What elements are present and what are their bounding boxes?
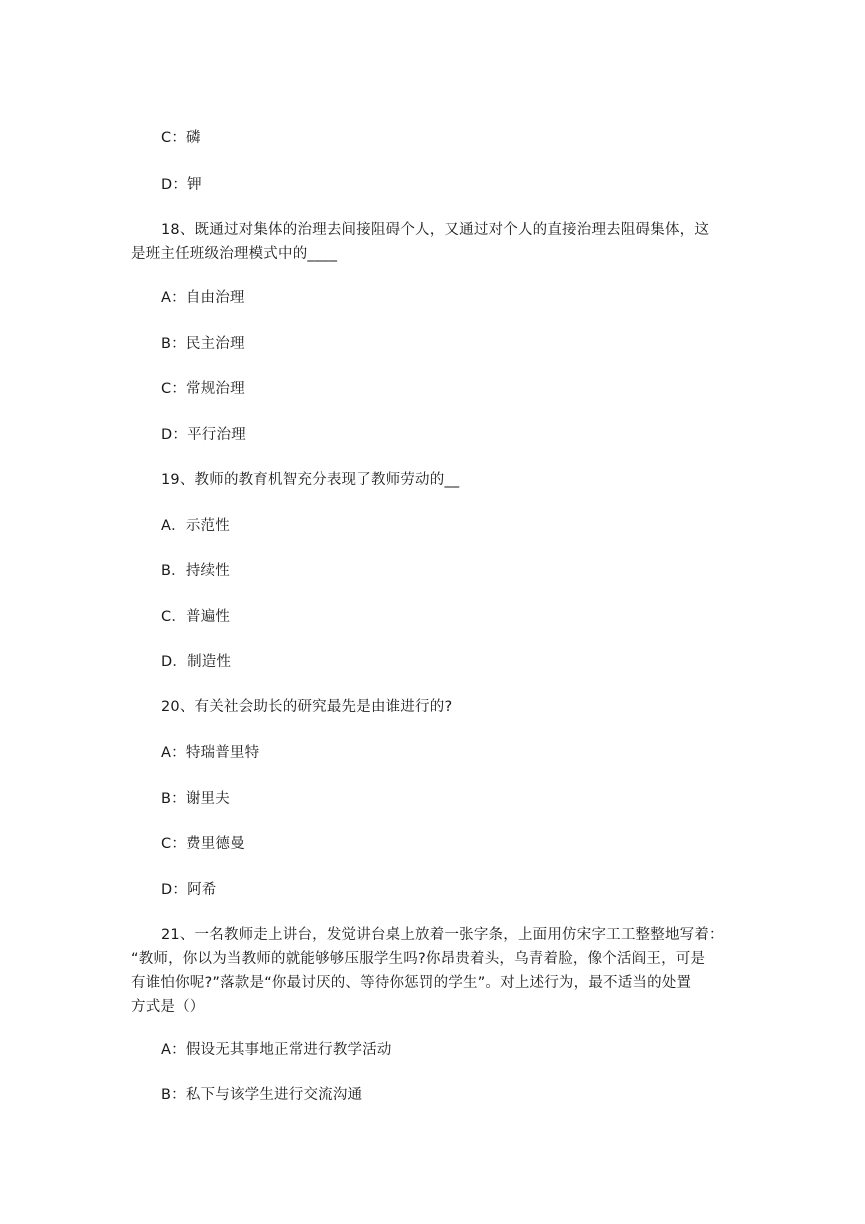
- option-20-c: C：费里德曼: [161, 836, 245, 852]
- option-21-a: A：假设无其事地正常进行教学活动: [161, 1042, 392, 1058]
- option-20-a: A：特瑞普里特: [161, 745, 260, 761]
- option-20-b: B：谢里夫: [161, 791, 230, 807]
- question-21-line-1: 21、一名教师走上讲台，发觉讲台桌上放着一张字条，上面用仿宋字工工整整地写着：: [161, 927, 724, 943]
- question-21-line-2: “教师，你以为当教师的就能够够压服学生吗?你昂贵着头，乌青着脸，像个活阎王，可是: [131, 951, 706, 967]
- question-19: 19、教师的教育机智充分表现了教师劳动的__: [161, 472, 460, 488]
- option-17-d: D：钾: [161, 177, 202, 193]
- question-21-line-3: 有谁怕你呢?”落款是“你最讨厌的、等待你惩罚的学生”。对上述行为，最不适当的处置: [131, 975, 692, 991]
- option-21-b: B：私下与该学生进行交流沟通: [161, 1087, 363, 1103]
- question-20: 20、有关社会助长的研究最先是由谁进行的?: [161, 699, 453, 715]
- question-18-line-2: 是班主任班级治理模式中的____: [131, 246, 338, 262]
- option-18-b: B：民主治理: [161, 336, 245, 352]
- option-19-c: C．普遍性: [161, 609, 231, 625]
- question-21-line-4: 方式是（）: [131, 999, 205, 1015]
- option-19-b: B．持续性: [161, 563, 230, 579]
- option-20-d: D：阿希: [161, 882, 217, 898]
- option-19-d: D．制造性: [161, 654, 232, 670]
- option-18-c: C：常规治理: [161, 381, 245, 397]
- option-18-d: D：平行治理: [161, 427, 246, 443]
- option-17-c: C：磷: [161, 130, 201, 146]
- option-19-a: A．示范性: [161, 518, 230, 534]
- option-18-a: A：自由治理: [161, 290, 245, 306]
- question-18-line-1: 18、既通过对集体的治理去间接阻碍个人，又通过对个人的直接治理去阻碍集体，这: [161, 222, 710, 238]
